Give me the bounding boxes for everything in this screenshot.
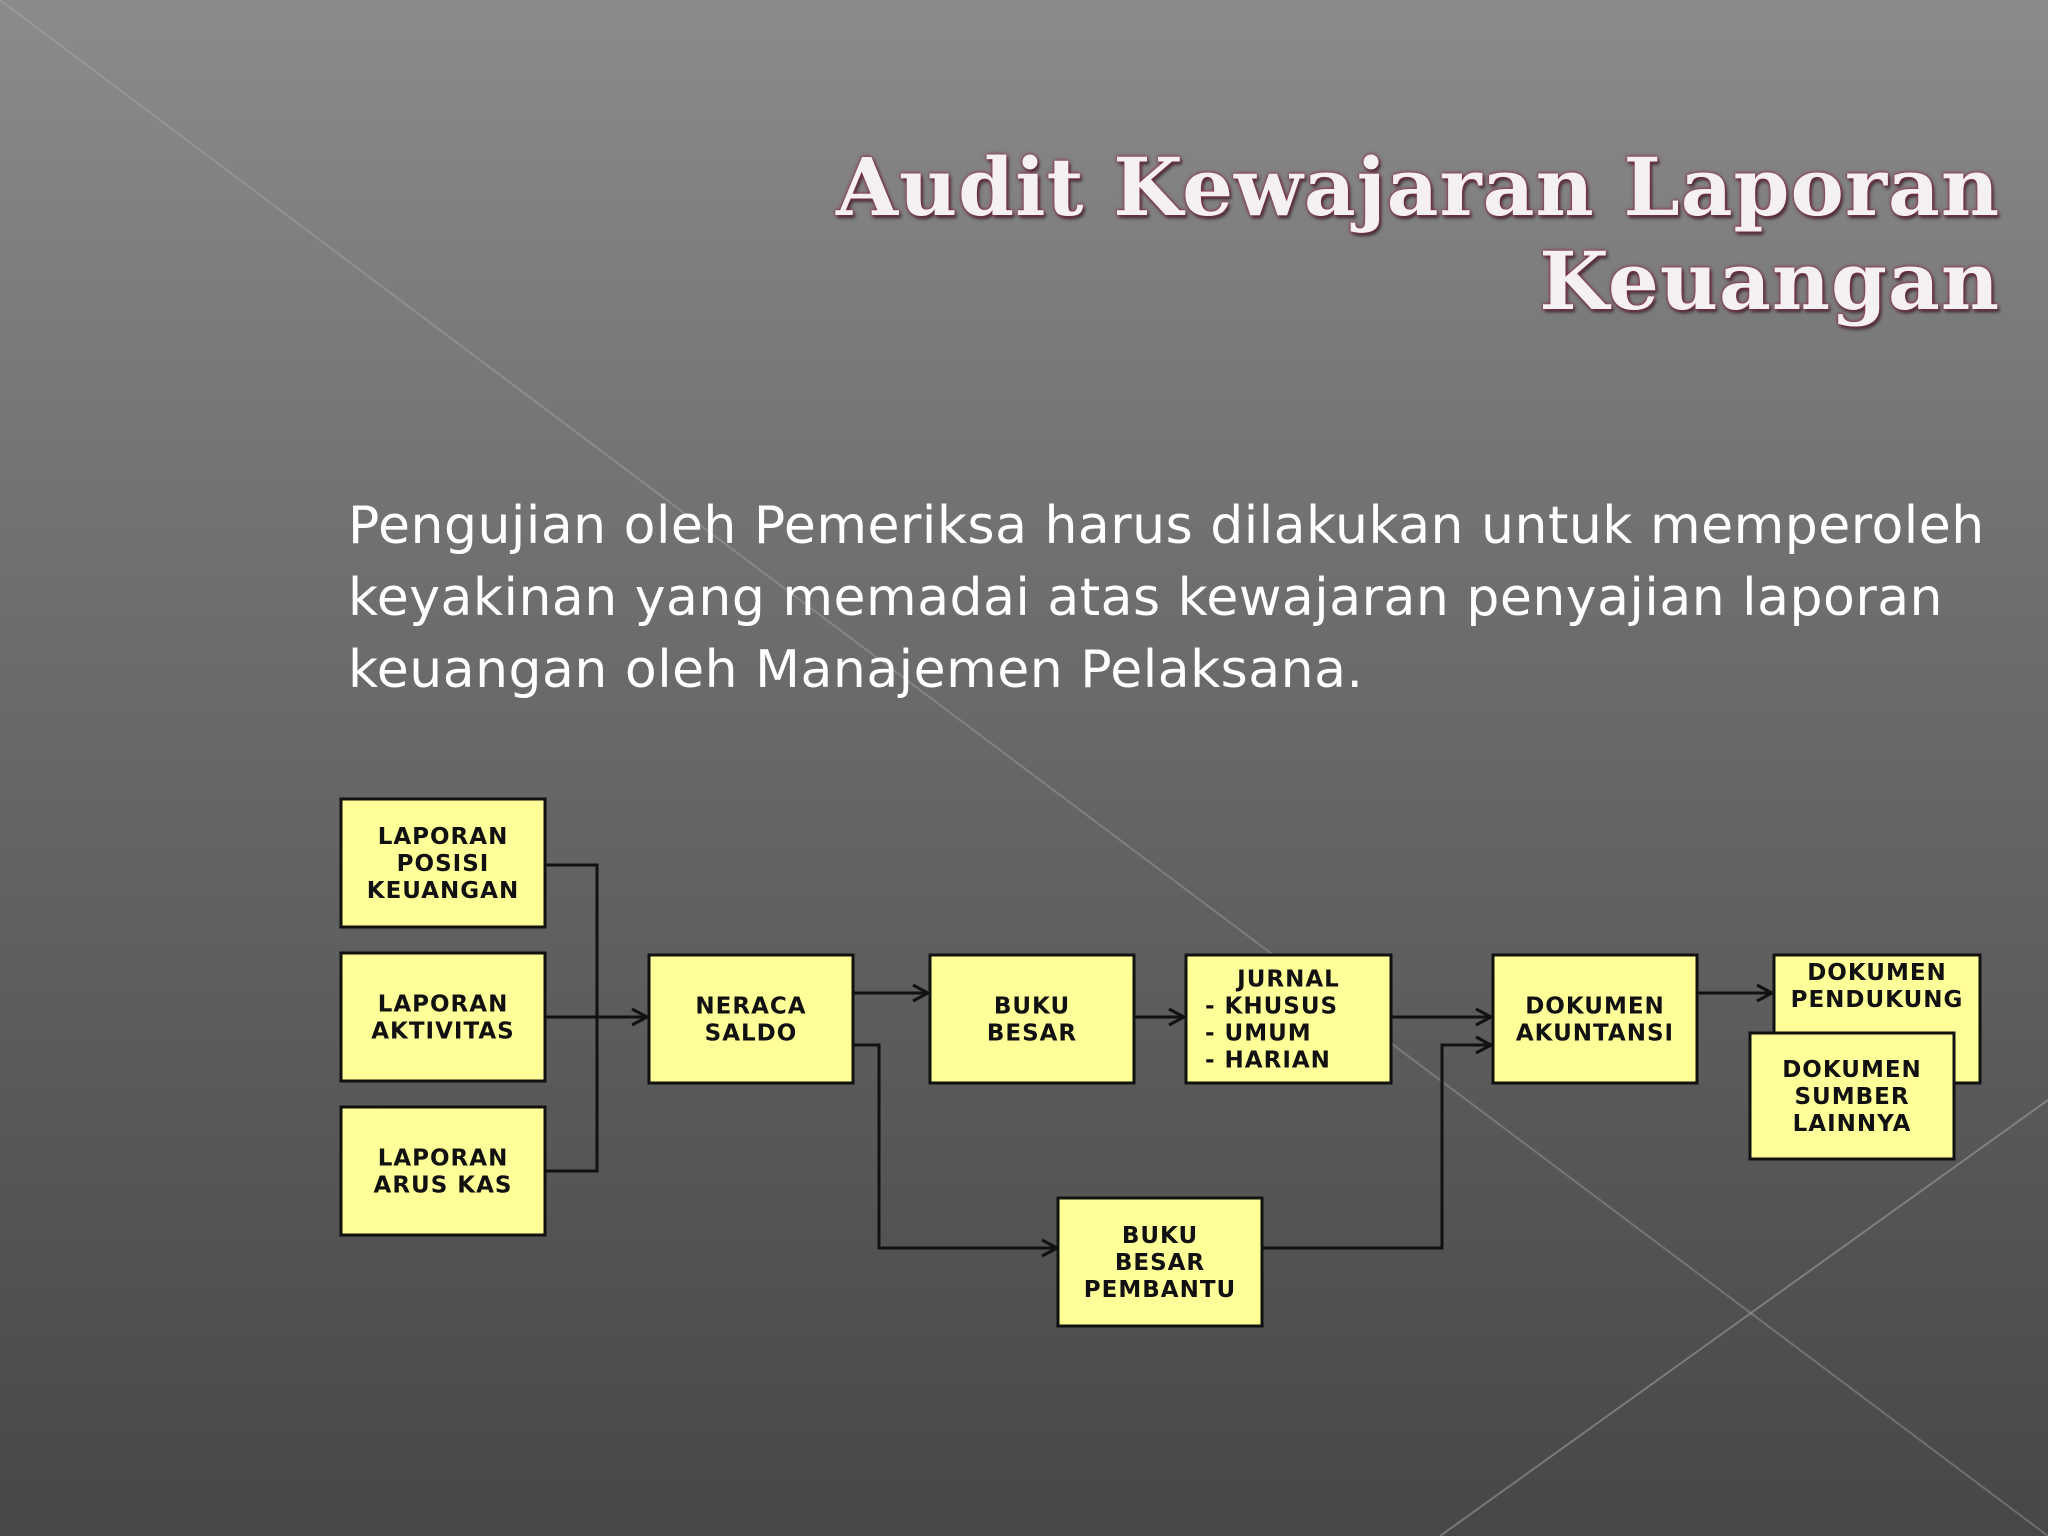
slide-title: Audit Kewajaran Laporan Keuangan <box>835 140 2000 328</box>
node-jurnal <box>1186 955 1391 1083</box>
node-buku-besar <box>930 955 1134 1083</box>
node-laporan-arus-kas <box>341 1107 545 1235</box>
node-label: DOKUMEN PENDUKUNG <box>1790 960 1964 1013</box>
node-dokumen-akuntansi <box>1493 955 1697 1083</box>
node-label: LAPORAN AKTIVITAS <box>371 991 515 1045</box>
node-buku-besar-pembantu <box>1058 1198 1262 1326</box>
node-laporan-posisi-keuangan <box>341 799 545 927</box>
node-neraca-saldo <box>649 955 853 1083</box>
node-label: LAPORAN ARUS KAS <box>373 1145 513 1199</box>
slide-body-text: Pengujian oleh Pemeriksa harus dilakukan untuk memperoleh keyakinan yang memadai atas kewajaran penyajian laporan keuangan oleh Manajemen Pelaksana. <box>348 496 1985 700</box>
node-laporan-aktivitas <box>341 953 545 1081</box>
node-label: DOKUMEN SUMBER LAINNYA <box>1782 1057 1922 1137</box>
node-label: DOKUMEN AKUNTANSI <box>1515 993 1675 1047</box>
node-dokumen-sumber-lainnya <box>1750 1033 1954 1159</box>
node-label: NERACA SALDO <box>695 993 807 1047</box>
node-label: LAPORAN POSISI KEUANGAN <box>366 824 520 904</box>
node-label: JURNAL - KHUSUS - UMUM - HARIAN <box>1205 966 1340 1074</box>
node-label: BUKU BESAR <box>986 993 1078 1047</box>
node-label: BUKU BESAR PEMBANTU <box>1083 1223 1237 1303</box>
